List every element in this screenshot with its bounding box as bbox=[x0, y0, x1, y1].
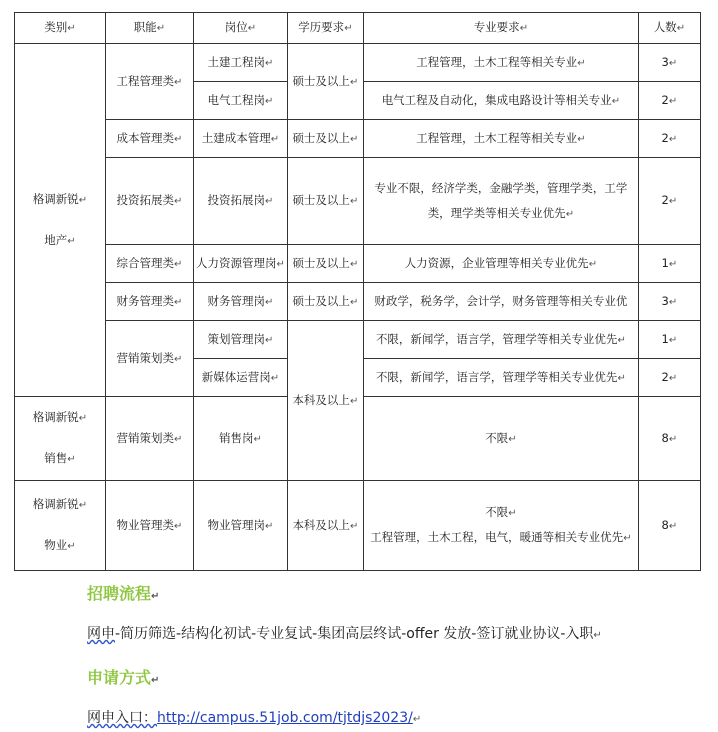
table-row bbox=[15, 321, 701, 359]
apply-label: 网申入口： bbox=[87, 710, 157, 726]
count-cell: 1↵ bbox=[638, 321, 700, 359]
count-cell: 3↵ bbox=[638, 283, 700, 321]
table-row bbox=[15, 158, 701, 245]
count-cell: 3↵ bbox=[638, 44, 700, 82]
position-cell: 物业管理岗↵ bbox=[194, 480, 288, 570]
recruitment-table bbox=[14, 12, 701, 571]
major-cell: 财政学，税务学，会计学，财务管理等相关专业优 bbox=[363, 283, 638, 321]
count-cell: 8↵ bbox=[638, 397, 700, 481]
education-cell: 硕士及以上↵ bbox=[287, 283, 363, 321]
function-cell: 营销策划类↵ bbox=[106, 397, 194, 481]
header-count: 人数↵ bbox=[638, 13, 700, 44]
major-cell: 人力资源，企业管理等相关专业优先↵ bbox=[363, 245, 638, 283]
header-row bbox=[15, 13, 701, 44]
major-cell: 不限，新闻学，语言学，管理学等相关专业优先↵ bbox=[363, 321, 638, 359]
position-cell: 人力资源管理岗↵ bbox=[194, 245, 288, 283]
position-cell: 电气工程岗↵ bbox=[194, 82, 288, 120]
process-heading: 招聘流程↵ bbox=[87, 584, 160, 603]
education-cell: 本科及以上↵ bbox=[287, 321, 363, 481]
function-cell: 综合管理类↵ bbox=[106, 245, 194, 283]
process-steps: 网申-简历筛选-结构化初试-专业复试-集团高层终试-offer 发放-签订就业协议-入职↵ bbox=[87, 626, 602, 642]
major-cell: 专业不限，经济学类，金融学类，管理学类，工学 类，理学类等相关专业优先↵ bbox=[363, 158, 638, 245]
function-cell: 营销策划类↵ bbox=[106, 321, 194, 397]
header-function: 职能↵ bbox=[106, 13, 194, 44]
category-realestate: 格调新锐↵ 地产↵ bbox=[15, 44, 106, 397]
position-cell: 土建成本管理↵ bbox=[194, 120, 288, 158]
header-position: 岗位↵ bbox=[194, 13, 288, 44]
apply-line: 网申入口：http://campus.51job.com/tjtdjs2023/↵ bbox=[87, 710, 422, 726]
position-cell: 新媒体运营岗↵ bbox=[194, 359, 288, 397]
count-cell: 8↵ bbox=[638, 480, 700, 570]
table-row bbox=[15, 283, 701, 321]
count-cell: 2↵ bbox=[638, 158, 700, 245]
major-cell: 不限，新闻学，语言学，管理学等相关专业优先↵ bbox=[363, 359, 638, 397]
table-row bbox=[15, 120, 701, 158]
position-cell: 销售岗↵ bbox=[194, 397, 288, 481]
education-cell: 硕士及以上↵ bbox=[287, 44, 363, 120]
apply-heading: 申请方式↵ bbox=[87, 668, 160, 687]
major-cell: 不限↵ 工程管理，土木工程，电气，暖通等相关专业优先↵ bbox=[363, 480, 638, 570]
function-cell: 物业管理类↵ bbox=[106, 480, 194, 570]
table-row bbox=[15, 44, 701, 82]
major-cell: 工程管理，土木工程等相关专业↵ bbox=[363, 120, 638, 158]
table-row bbox=[15, 245, 701, 283]
major-cell: 不限↵ bbox=[363, 397, 638, 481]
education-cell: 本科及以上↵ bbox=[287, 480, 363, 570]
function-cell: 成本管理类↵ bbox=[106, 120, 194, 158]
header-education: 学历要求↵ bbox=[287, 13, 363, 44]
function-cell: 财务管理类↵ bbox=[106, 283, 194, 321]
position-cell: 土建工程岗↵ bbox=[194, 44, 288, 82]
apply-link[interactable]: http://campus.51job.com/tjtdjs2023/ bbox=[157, 710, 413, 726]
table-row bbox=[15, 480, 701, 570]
education-cell: 硕士及以上↵ bbox=[287, 245, 363, 283]
count-cell: 2↵ bbox=[638, 120, 700, 158]
position-cell: 财务管理岗↵ bbox=[194, 283, 288, 321]
education-cell: 硕士及以上↵ bbox=[287, 158, 363, 245]
major-cell: 工程管理，土木工程等相关专业↵ bbox=[363, 44, 638, 82]
count-cell: 2↵ bbox=[638, 82, 700, 120]
category-sales: 格调新锐↵ 销售↵ bbox=[15, 397, 106, 481]
function-cell: 工程管理类↵ bbox=[106, 44, 194, 120]
position-cell: 策划管理岗↵ bbox=[194, 321, 288, 359]
category-property: 格调新锐↵ 物业↵ bbox=[15, 480, 106, 570]
header-major: 专业要求↵ bbox=[363, 13, 638, 44]
header-category: 类别↵ bbox=[15, 13, 106, 44]
function-cell: 投资拓展类↵ bbox=[106, 158, 194, 245]
major-cell: 电气工程及自动化，集成电路设计等相关专业↵ bbox=[363, 82, 638, 120]
education-cell: 硕士及以上↵ bbox=[287, 120, 363, 158]
count-cell: 2↵ bbox=[638, 359, 700, 397]
count-cell: 1↵ bbox=[638, 245, 700, 283]
position-cell: 投资拓展岗↵ bbox=[194, 158, 288, 245]
